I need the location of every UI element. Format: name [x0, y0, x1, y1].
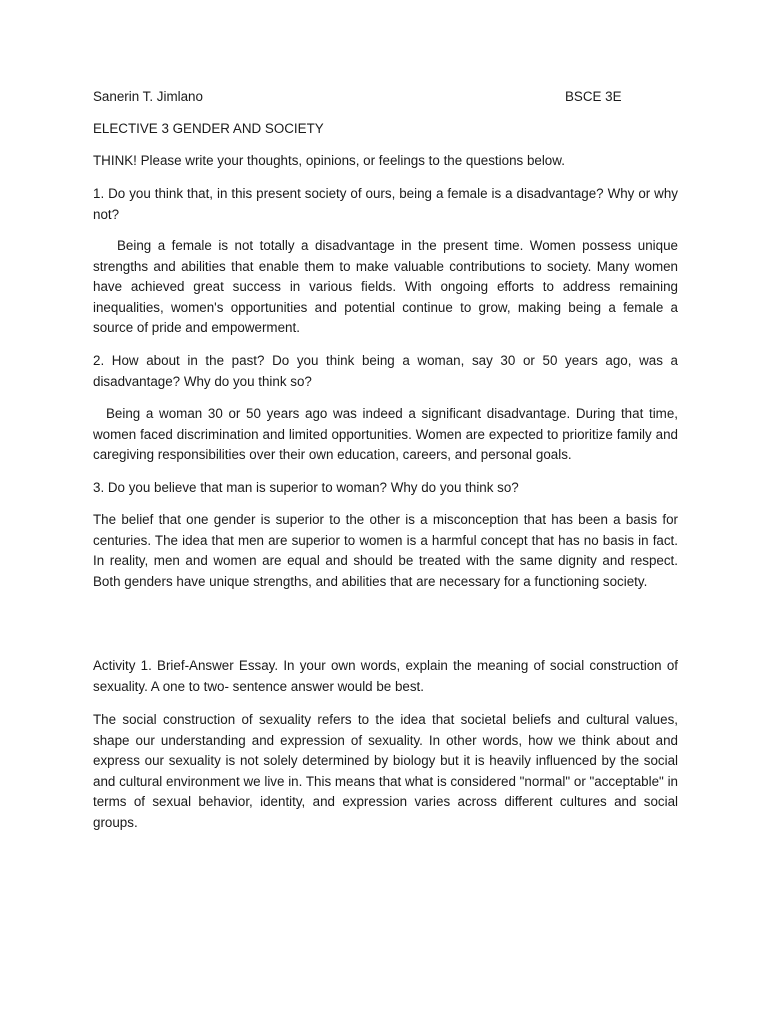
activity-answer: The social construction of sexuality refers to the idea that societal beliefs and cultural values, shape our understanding and expression of sexuality. In other words, how we think about and express our sexuality is not solely determined by biology but it is heavily influenced by the social and cultural environment we live in. This means that what is considered "normal" or "acceptable" in terms of sexual behavior, identity, and expression varies across different cultures and social groups. [93, 712, 678, 830]
course-title: ELECTIVE 3 GENDER AND SOCIETY [93, 121, 324, 136]
student-section: BSCE 3E [565, 89, 622, 104]
question-1: 1. Do you think that, in this present society of ours, being a female is a disadvantage? Why or why not? [93, 186, 678, 222]
question-2: 2. How about in the past? Do you think being a woman, say 30 or 50 years ago, was a disadvantage? Why do you think so? [93, 353, 678, 389]
instruction-text: THINK! Please write your thoughts, opinions, or feelings to the questions below. [93, 153, 565, 168]
answer-1: Being a female is not totally a disadvantage in the present time. Women possess unique strengths and abilities that enable them to make valuable contributions to society. Many women have achieved great success in various fields. With ongoing efforts to address remaining inequalities, women's opportunities and potential continue to grow, making being a female a source of pride and empowerment. [93, 238, 678, 335]
activity-prompt: Activity 1. Brief-Answer Essay. In your own words, explain the meaning of social construction of sexuality. A one to two- sentence answer would be best. [93, 658, 678, 694]
answer-3: The belief that one gender is superior to the other is a misconception that has been a basis for centuries. The idea that men are superior to women is a harmful concept that has no basis in fact. In reality, men and women are equal and should be treated with the same dignity and respect. Both genders have unique strengths, and abilities that are necessary for a functioning society. [93, 512, 678, 589]
answer-2: Being a woman 30 or 50 years ago was indeed a significant disadvantage. During that time, women faced discrimination and limited opportunities. Women are expected to prioritize family and caregiving responsibilities over their own education, careers, and personal goals. [93, 406, 678, 462]
question-3: 3. Do you believe that man is superior to woman? Why do you think so? [93, 480, 519, 495]
header-row [93, 87, 678, 107]
student-name: Sanerin T. Jimlano [93, 89, 203, 104]
